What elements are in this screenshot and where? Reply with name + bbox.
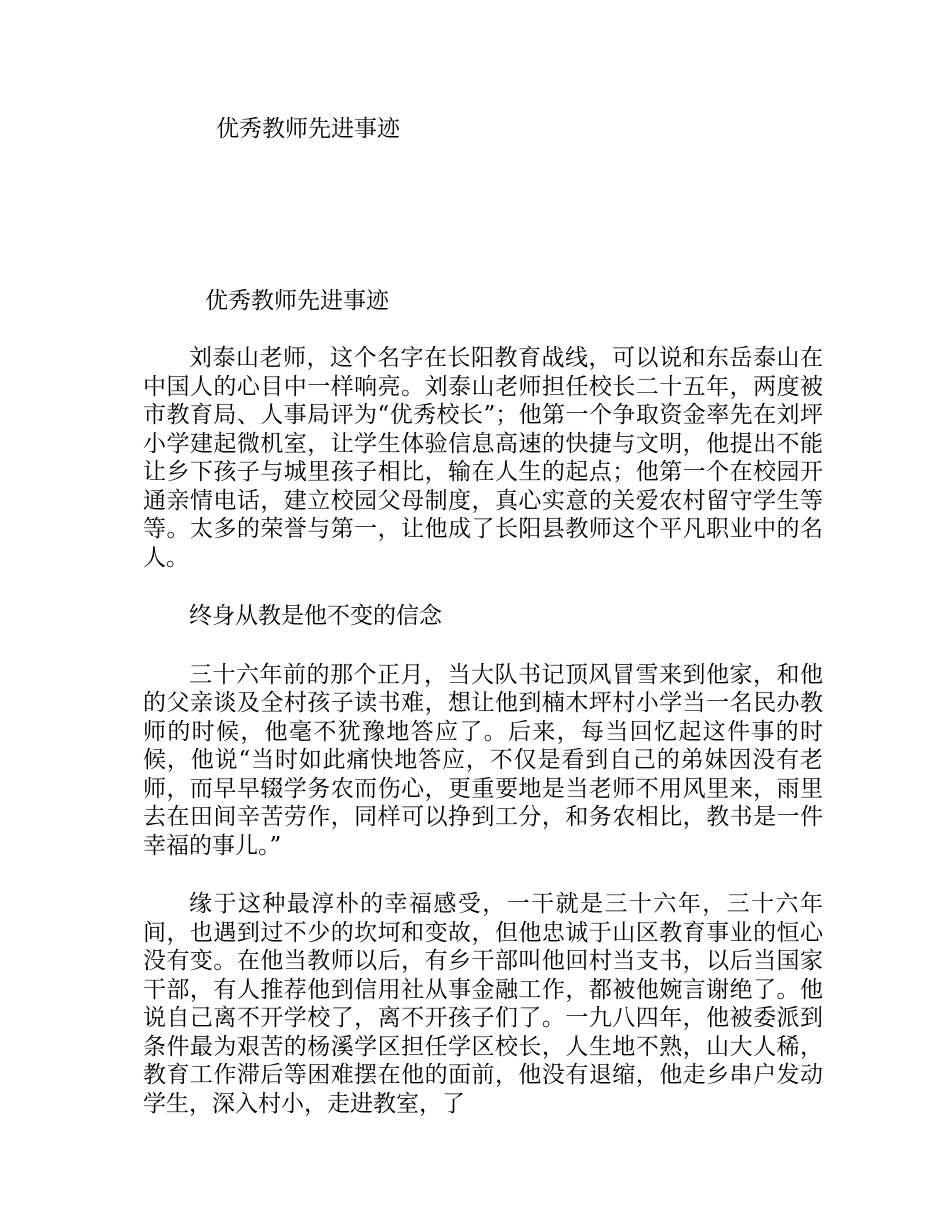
document-body: [143, 286, 823, 1148]
paragraph-dedication: 缘于这种最淳朴的幸福感受，一干就是三十六年，三十六年间，也遇到过不少的坎坷和变故，但他忠诚于山区教育事业的恒心没有变。在他当教师以后，有乡干部叫他回村当支书，以后当国家干部，有人推荐他到信用社从事金融工作，都被他婉言谢绝了。他说自己离不开学校了，离不开孩子们了。一九八四年，他被委派到条件最为艰苦的杨溪学区担任学区校长，人生地不熟，山大人稀，教育工作滞后等困难摆在他的面前，他没有退缩，他走乡串户发动学生，深入村小，走进教室，了: [143, 891, 823, 1117]
paragraph-intro: 刘泰山老师，这个名字在长阳教育战线，可以说和东岳泰山在中国人的心目中一样响亮。刘泰山老师担任校长二十五年，两度被市教育局、人事局评为“优秀校长”；他第一个争取资金率先在刘坪小学建起微机室，让学生体验信息高速的快捷与文明，他提出不能让乡下孩子与城里孩子相比，输在人生的起点；他第一个在校园开通亲情电话，建立校园父母制度，真心实意的关爱农村留守学生等等。太多的荣誉与第一，让他成了长阳县教师这个平凡职业中的名人。: [143, 345, 823, 571]
section-heading: 终身从教是他不变的信念: [189, 603, 442, 629]
paragraph-story: 三十六年前的那个正月，当大队书记顶风冒雪来到他家，和他的父亲谈及全村孩子读书难，想让他到楠木坪村小学当一名民办教师的时候，他毫不犹豫地答应了。后来，每当回忆起这件事的时候，他说“当时如此痛快地答应，不仅是看到自己的弟妹因没有老师，而早早辍学务农而伤心，更重要地是当老师不用风里来，雨里去在田间辛苦劳作，同样可以挣到工分，和务农相比，教书是一件幸福的事儿。”: [143, 661, 823, 859]
document-subtitle: 优秀教师先进事迹: [205, 288, 389, 314]
document-title: 优秀教师先进事迹: [216, 116, 400, 142]
